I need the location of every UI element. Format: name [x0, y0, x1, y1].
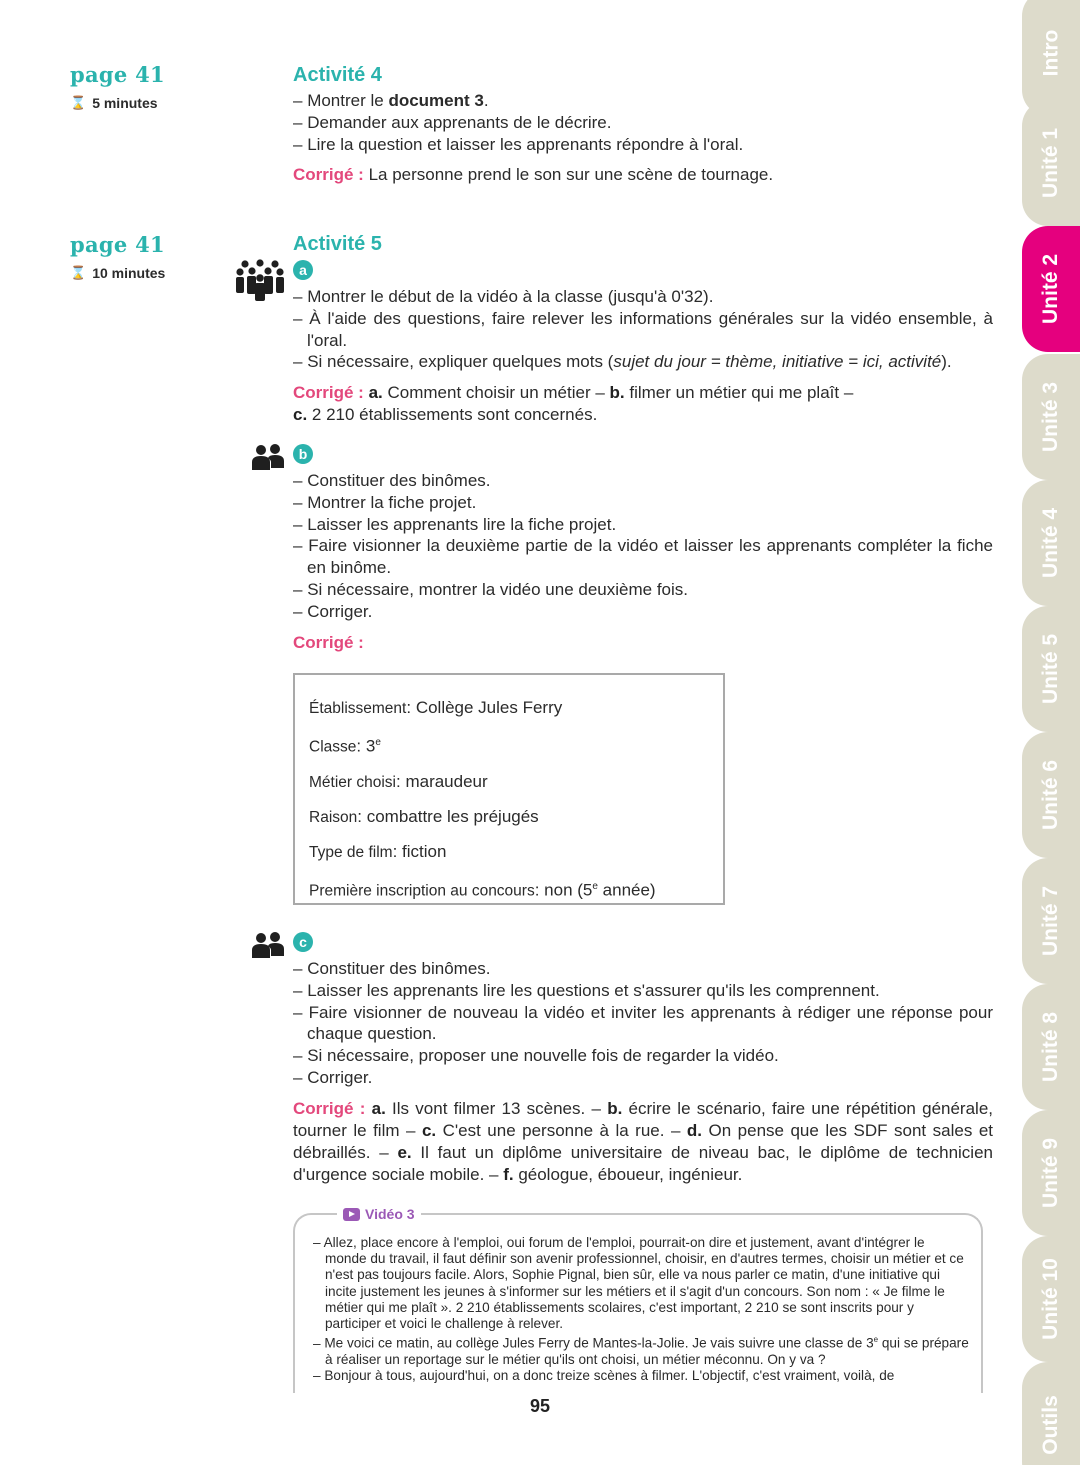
- sheet-row: Établissement: Collège Jules Ferry: [309, 698, 563, 717]
- duration: ⌛ 10 minutes: [70, 265, 166, 281]
- page-reference: page 41: [70, 232, 165, 257]
- play-icon: [343, 1208, 360, 1221]
- transcript-line: – Me voici ce matin, au collège Jules Ferry de Mantes-la-Jolie. Je vais suivre une classe de 3e qui se prépare à réaliser un reportage sur le métier qu'ils ont choisi, un métier méconnu. On y va ?: [313, 1332, 969, 1368]
- answer-key: Corrigé :: [293, 632, 364, 652]
- step: – Lire la question et laisser les apprenants répondre à l'oral.: [293, 134, 993, 156]
- step-list: [293, 90, 993, 155]
- answer-key: Corrigé : a. Comment choisir un métier – b. filmer un métier qui me plaît – c. 2 210 établissements sont concernés.: [293, 383, 854, 425]
- video-transcript-box: [293, 1206, 983, 1393]
- activity-5-meta: [70, 232, 220, 281]
- hourglass-icon: ⌛: [70, 95, 87, 110]
- tab-unite-10[interactable]: Unité 10: [1022, 1236, 1080, 1362]
- step: – Laisser les apprenants lire les questions et s'assurer qu'ils les comprennent.: [293, 980, 993, 1002]
- step: – Si nécessaire, proposer une nouvelle fois de regarder la vidéo.: [293, 1045, 993, 1067]
- answer-key: Corrigé : a. Ils vont filmer 13 scènes. – b. écrire le scénario, faire une répétition générale, tourner le film – c. C'est une personne à la rue. – d. On pense que les SDF sont sales et débraillés. – e. Il faut un diplôme universitaire de niveau bac, le diplôme de technicien d'urgence sociale mobile. – f. géologue, éboueur, ingénieur.: [293, 1098, 993, 1184]
- unit-tabs: [1022, 0, 1080, 1465]
- group-class-icon: [235, 259, 285, 301]
- answer-key: Corrigé : La personne prend le son sur une scène de tournage.: [293, 165, 774, 185]
- step: – Corriger.: [293, 601, 993, 623]
- transcript-line: – Bonjour à tous, aujourd'hui, on a donc treize scènes à filmer. L'objectif, c'est vraiment, voilà, de: [313, 1368, 969, 1384]
- sheet-row: Type de film: fiction: [309, 841, 447, 861]
- step: – Montrer le document 3.: [293, 90, 993, 112]
- step-list: [293, 470, 993, 623]
- step: – Constituer des binômes.: [293, 958, 993, 980]
- tab-unite-2[interactable]: Unité 2: [1022, 226, 1080, 352]
- step: – Faire visionner la deuxième partie de la vidéo et laisser les apprenants compléter la fiche en binôme.: [293, 535, 993, 579]
- tab-unite-3[interactable]: Unité 3: [1022, 354, 1080, 480]
- step-list: [293, 286, 993, 373]
- transcript-line: – Allez, place encore à l'emploi, oui forum de l'emploi, pourrait-on dire et justement, avant d'intégrer le monde du travail, il faut définir son avenir professionnel, choisir, en d'autres termes, choisir un métier et ce n'est pas toujours facile. Alors, Sophie Pignal, bien sûr, elle va nous parler ce matin, d'une initiative qui incite justement les jeunes à s'informer sur les métiers et il s'agit d'un concours. Son nom : « Je filme le métier qui me plaît ». 2 210 établissements scolaires, c'est important, 2 210 se sont inscrits pour y participer et voici le challenge à relever.: [313, 1235, 969, 1332]
- tab-unite-5[interactable]: Unité 5: [1022, 606, 1080, 732]
- activity-4-meta: [70, 62, 220, 111]
- activity-5: [293, 232, 993, 426]
- step: – Si nécessaire, expliquer quelques mots (sujet du jour = thème, initiative = ici, activité).: [293, 351, 993, 373]
- step: – Constituer des binômes.: [293, 470, 993, 492]
- sheet-row: Raison: combattre les préjugés: [309, 806, 539, 826]
- pair-icon: [252, 932, 284, 958]
- activity-title: Activité 4: [293, 64, 382, 86]
- step: – Montrer le début de la vidéo à la classe (jusqu'à 0'32).: [293, 286, 993, 308]
- project-sheet: [293, 673, 725, 905]
- activity-5-part-b: [293, 444, 993, 654]
- part-badge-a: a: [293, 260, 313, 280]
- activity-4: [293, 63, 993, 186]
- transcript-list: [313, 1235, 969, 1384]
- tab-unite-6[interactable]: Unité 6: [1022, 732, 1080, 858]
- activity-5-part-c: [293, 932, 993, 1186]
- step: – Montrer la fiche projet.: [293, 492, 993, 514]
- duration: ⌛ 5 minutes: [70, 95, 158, 111]
- sheet-row: Métier choisi: maraudeur: [309, 771, 488, 791]
- part-badge-c: c: [293, 932, 313, 952]
- step: – Laisser les apprenants lire la fiche projet.: [293, 514, 993, 536]
- sheet-row: Première inscription au concours: non (5e année): [309, 880, 656, 900]
- sheet-row: Classe: 3e: [309, 736, 381, 756]
- step: – Faire visionner de nouveau la vidéo et inviter les apprenants à rédiger une réponse pour chaque question.: [293, 1002, 993, 1046]
- tab-unite-9[interactable]: Unité 9: [1022, 1110, 1080, 1236]
- tab-unite-4[interactable]: Unité 4: [1022, 480, 1080, 606]
- part-badge-b: b: [293, 444, 313, 464]
- tab-intro[interactable]: Intro: [1022, 0, 1080, 116]
- tab-unite-7[interactable]: Unité 7: [1022, 858, 1080, 984]
- tab-outils[interactable]: Outils: [1022, 1362, 1080, 1465]
- page-number: 95: [529, 1396, 551, 1416]
- hourglass-icon: ⌛: [70, 265, 87, 280]
- step: – Demander aux apprenants de le décrire.: [293, 112, 993, 134]
- page-reference: page 41: [70, 62, 165, 87]
- tab-unite-1[interactable]: Unité 1: [1022, 100, 1080, 226]
- step: – Corriger.: [293, 1067, 993, 1089]
- video-label: Vidéo 3: [337, 1206, 421, 1222]
- tab-unite-8[interactable]: Unité 8: [1022, 984, 1080, 1110]
- step: – À l'aide des questions, faire relever les informations générales sur la vidéo ensemble, à l'oral.: [293, 308, 993, 352]
- activity-title: Activité 5: [293, 233, 382, 255]
- step: – Si nécessaire, montrer la vidéo une deuxième fois.: [293, 579, 993, 601]
- step-list: [293, 958, 993, 1089]
- pair-icon: [252, 444, 284, 470]
